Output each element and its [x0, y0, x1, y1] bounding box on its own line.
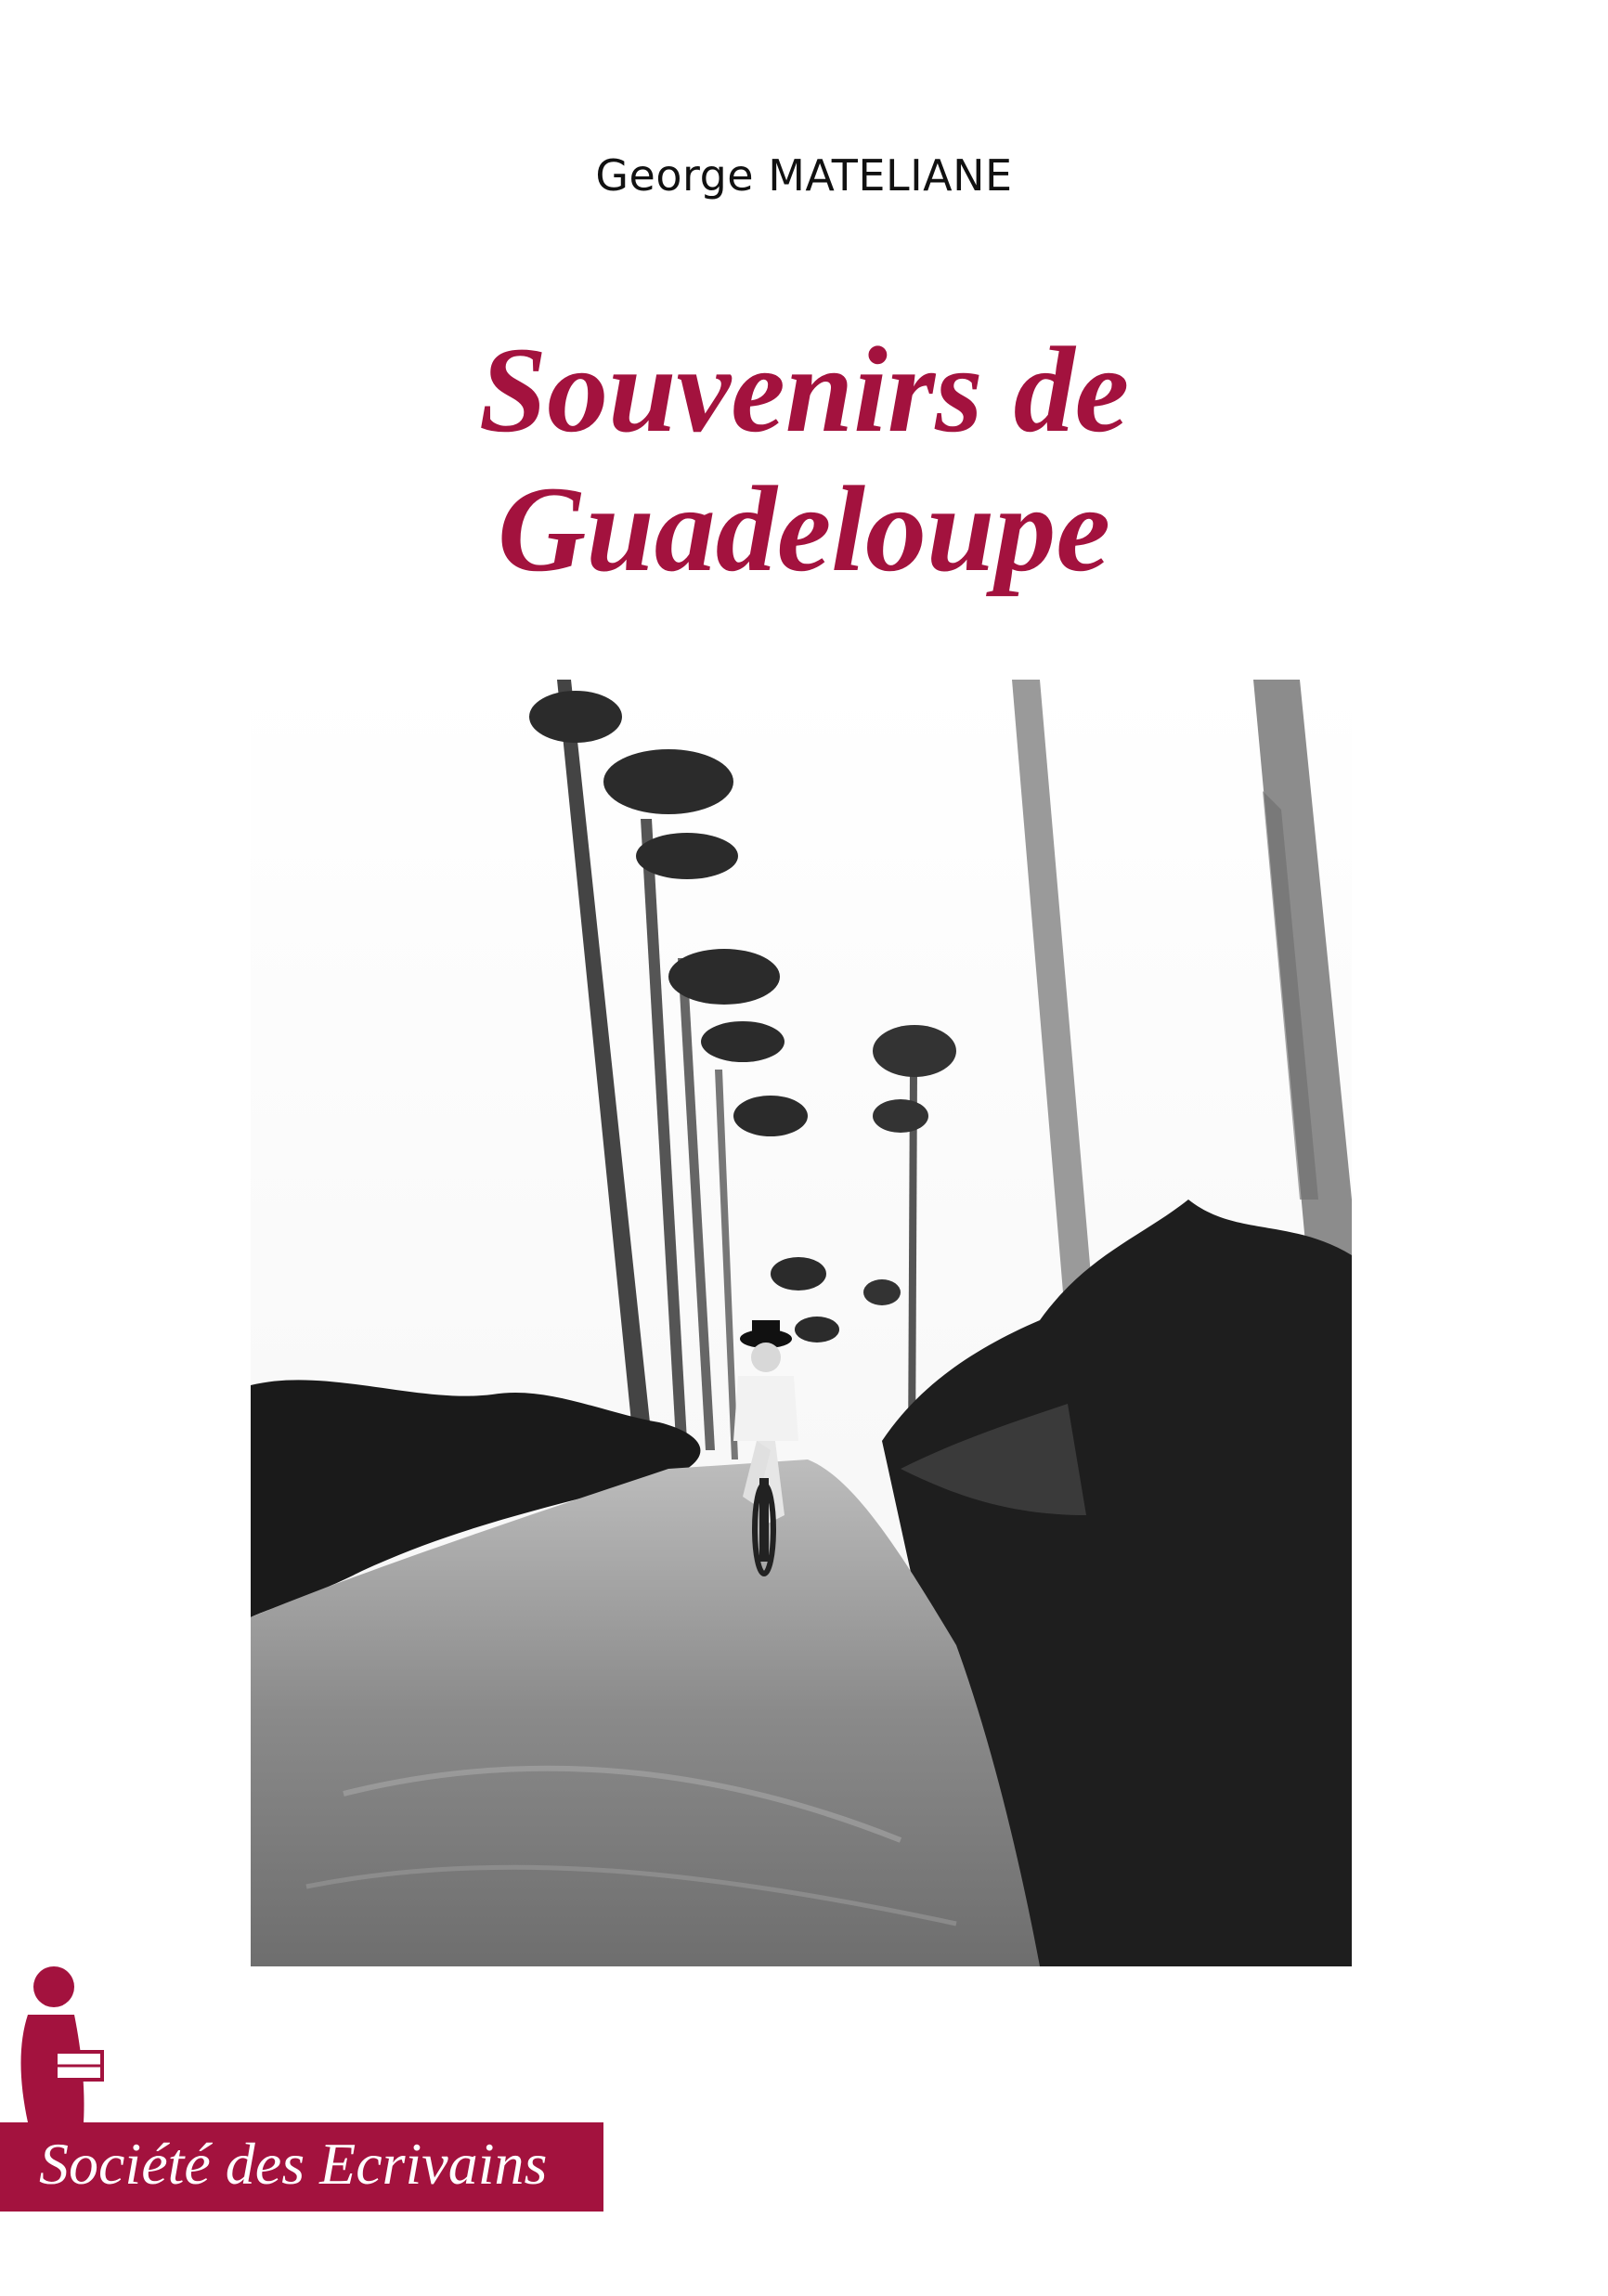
cover-photo-illustration — [251, 680, 1352, 1966]
cover-photo — [251, 680, 1352, 1966]
publisher-name: Société des Ecrivains — [39, 2131, 548, 2197]
author-name: George MATELIANE — [595, 150, 1013, 201]
reading-figure-logo-icon — [0, 1950, 130, 2126]
title-line-1: Souvenirs de — [478, 321, 1130, 458]
publisher-block — [0, 1950, 613, 2219]
title-line-2: Guadeloupe — [498, 460, 1110, 597]
book-title — [0, 320, 1608, 599]
